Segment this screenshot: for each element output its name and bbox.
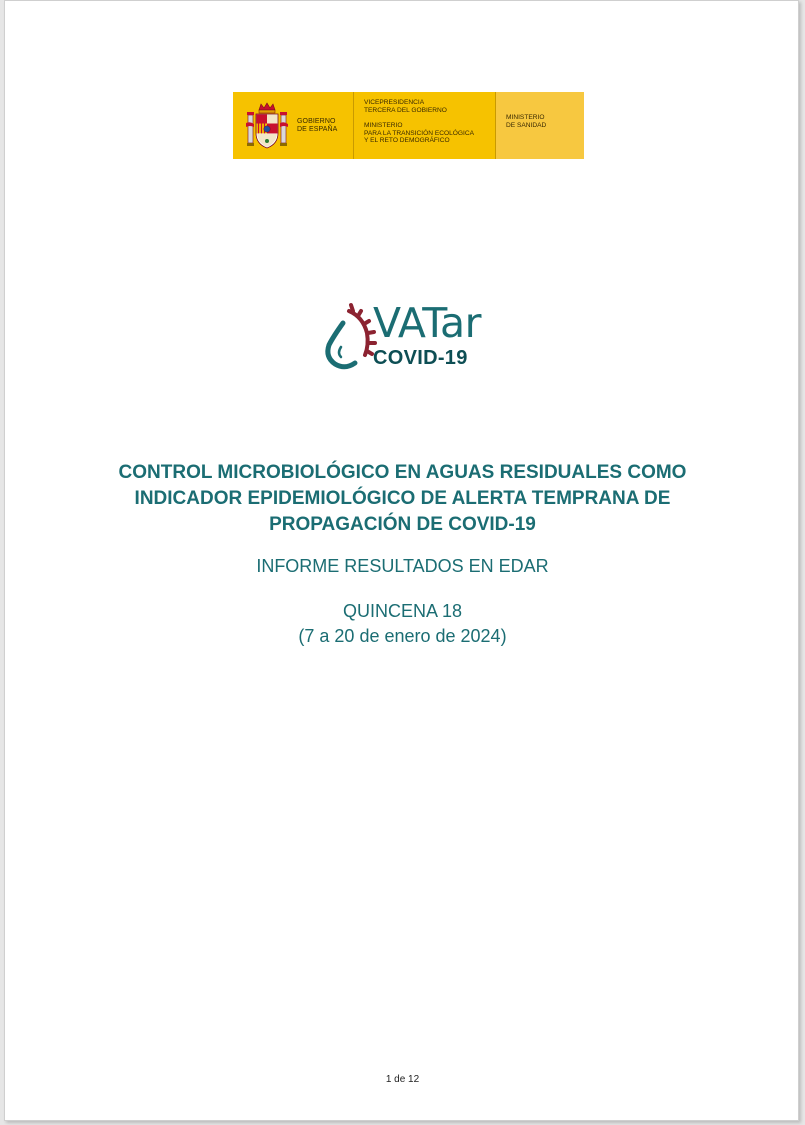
title-line-2: INDICADOR EPIDEMIOLÓGICO DE ALERTA TEMPRANA DE [134, 488, 671, 509]
gobierno-label [297, 118, 337, 134]
report-type: INFORME RESULTADOS EN EDAR [256, 556, 549, 576]
vice-line-1: VICEPRESIDENCIA [364, 99, 425, 106]
sanidad-line-2: DE SANIDAD [506, 121, 547, 129]
vatar-logo [319, 301, 499, 373]
coat-of-arms-icon [245, 101, 289, 151]
vicepresidencia-section [354, 92, 496, 159]
fortnight-block [65, 599, 740, 649]
logo-name: VATar [373, 299, 482, 347]
gobierno-line-1: GOBIERNO [297, 117, 336, 125]
page-number: 1 de 12 [385, 1074, 420, 1085]
sanidad-section [496, 92, 584, 159]
vice-line-2: TERCERA DEL GOBIERNO [364, 106, 447, 114]
document-page [4, 0, 799, 1121]
logo-subtitle: COVID-19 [373, 347, 468, 369]
gobierno-section [233, 92, 354, 159]
ministerio-line-2: PARA LA TRANSICIÓN ECOLÓGICA [364, 129, 475, 137]
fortnight-label: QUINCENA 18 [342, 601, 463, 621]
sanidad-line-1: MINISTERIO [506, 114, 545, 121]
title-line-1: CONTROL MICROBIOLÓGICO EN AGUAS RESIDUALES COMO [118, 462, 687, 483]
water-drop-virus-icon [319, 301, 379, 373]
government-banner [233, 92, 584, 159]
vicepresidencia-label [364, 99, 495, 114]
document-title [65, 460, 740, 538]
ministerio-sanidad-label [506, 114, 584, 129]
gobierno-line-2: DE ESPAÑA [297, 125, 338, 133]
ministerio-line-1: MINISTERIO [364, 122, 403, 130]
ministerio-line-3: Y EL RETO DEMOGRÁFICO [364, 137, 450, 145]
ministerio-transicion-label [364, 122, 495, 145]
title-line-3: PROPAGACIÓN DE COVID-19 [269, 514, 536, 535]
date-range: (7 a 20 de enero de 2024) [298, 626, 507, 646]
